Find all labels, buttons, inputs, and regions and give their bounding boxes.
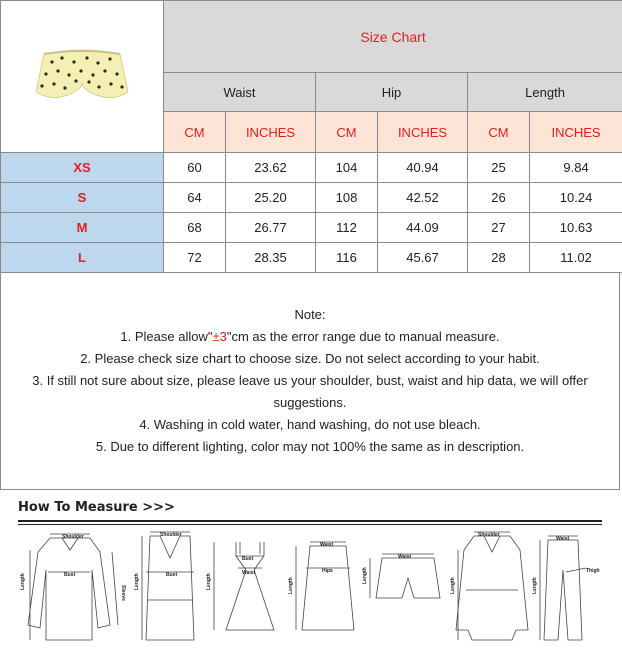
table-cell: 40.94 xyxy=(378,153,468,183)
table-cell: 26 xyxy=(468,183,530,213)
table-cell: 68 xyxy=(164,213,226,243)
table-cell: 26.77 xyxy=(226,213,316,243)
label-waist: Waist xyxy=(556,536,570,542)
label-waist: Waist xyxy=(242,570,256,576)
label-waist: Waist xyxy=(398,554,412,560)
label-bust: Bust xyxy=(64,572,76,578)
label-length: Length xyxy=(206,573,212,590)
table-cell: 28 xyxy=(468,243,530,273)
note-text: 1. Please allow" xyxy=(120,329,213,344)
table-row xyxy=(1,213,622,243)
label-length: Length xyxy=(450,577,456,594)
table-cell: 10.63 xyxy=(530,213,622,243)
unit-header: INCHES xyxy=(530,112,622,153)
label-waist: Waist xyxy=(320,542,334,548)
shorts-diagram-icon xyxy=(370,554,440,598)
label-bust: Bust xyxy=(166,572,178,578)
table-cell: 23.62 xyxy=(226,153,316,183)
label-length: Length xyxy=(20,573,26,590)
note-line: suggestions. xyxy=(273,395,347,410)
table-cell: 104 xyxy=(316,153,378,183)
table-cell: 60 xyxy=(164,153,226,183)
label-sleeve: Sleeve xyxy=(120,585,126,601)
table-cell: 42.52 xyxy=(378,183,468,213)
table-cell: 45.67 xyxy=(378,243,468,273)
size-label: S xyxy=(1,183,164,213)
table-cell: 9.84 xyxy=(530,153,622,183)
note-emphasis: ±3 xyxy=(212,329,227,344)
table-row xyxy=(1,243,622,273)
measure-diagrams xyxy=(0,490,622,655)
blouse-diagram-icon xyxy=(28,534,118,640)
size-label: L xyxy=(1,243,164,273)
group-header-length: Length xyxy=(468,73,622,112)
table-cell: 27 xyxy=(468,213,530,243)
table-cell: 72 xyxy=(164,243,226,273)
group-header-hip: Hip xyxy=(316,73,468,112)
table-row xyxy=(1,153,622,183)
label-length: Length xyxy=(532,577,538,594)
label-length: Length xyxy=(288,577,294,594)
note-line: 4. Washing in cold water, hand washing, do not use bleach. xyxy=(139,417,481,432)
table-cell: 25 xyxy=(468,153,530,183)
label-hips: Hips xyxy=(322,568,333,574)
table-cell: 25.20 xyxy=(226,183,316,213)
table-cell: 112 xyxy=(316,213,378,243)
note-line: 3. If still not sure about size, please leave us your shoulder, bust, waist and hip data, we will offer xyxy=(32,373,588,388)
size-label: XS xyxy=(1,153,164,183)
notes-heading: Note: xyxy=(294,307,326,322)
size-chart-table xyxy=(0,0,622,273)
table-cell: 10.24 xyxy=(530,183,622,213)
tank-diagram-icon xyxy=(142,532,194,640)
label-bust: Bust xyxy=(242,556,254,562)
group-header-waist: Waist xyxy=(164,73,316,112)
coat-diagram-icon xyxy=(456,532,528,640)
table-cell: 11.02 xyxy=(530,243,622,273)
size-label: M xyxy=(1,213,164,243)
unit-header: CM xyxy=(468,112,530,153)
chart-title: Size Chart xyxy=(164,1,622,73)
table-row xyxy=(1,183,622,213)
polka-dot-shorts-image xyxy=(32,44,132,106)
note-line xyxy=(1,326,619,348)
label-shoulder: Shoulder xyxy=(478,532,500,538)
label-length: Length xyxy=(134,573,140,590)
note-line: 2. Please check size chart to choose size. Do not select according to your habit. xyxy=(80,351,540,366)
skirt-diagram-icon xyxy=(296,542,354,630)
pants-diagram-icon xyxy=(540,536,586,640)
unit-header: CM xyxy=(316,112,378,153)
notes-section xyxy=(0,272,620,490)
table-cell: 108 xyxy=(316,183,378,213)
product-image xyxy=(1,1,164,153)
measure-title: How To Measure >>> xyxy=(18,500,175,515)
unit-header: INCHES xyxy=(378,112,468,153)
label-thigh: Thigh xyxy=(586,568,600,574)
label-shoulder: Shoulder xyxy=(62,534,84,540)
table-cell: 44.09 xyxy=(378,213,468,243)
table-cell: 64 xyxy=(164,183,226,213)
table-cell: 28.35 xyxy=(226,243,316,273)
how-to-measure-section xyxy=(0,490,622,655)
note-line: 5. Due to different lighting, color may not 100% the same as in description. xyxy=(95,439,525,454)
unit-header: CM xyxy=(164,112,226,153)
table-cell: 116 xyxy=(316,243,378,273)
note-text: "cm as the error range due to manual measure. xyxy=(226,329,500,344)
label-shoulder: Shoulder xyxy=(160,532,182,538)
unit-header: INCHES xyxy=(226,112,316,153)
label-length: Length xyxy=(362,567,368,584)
